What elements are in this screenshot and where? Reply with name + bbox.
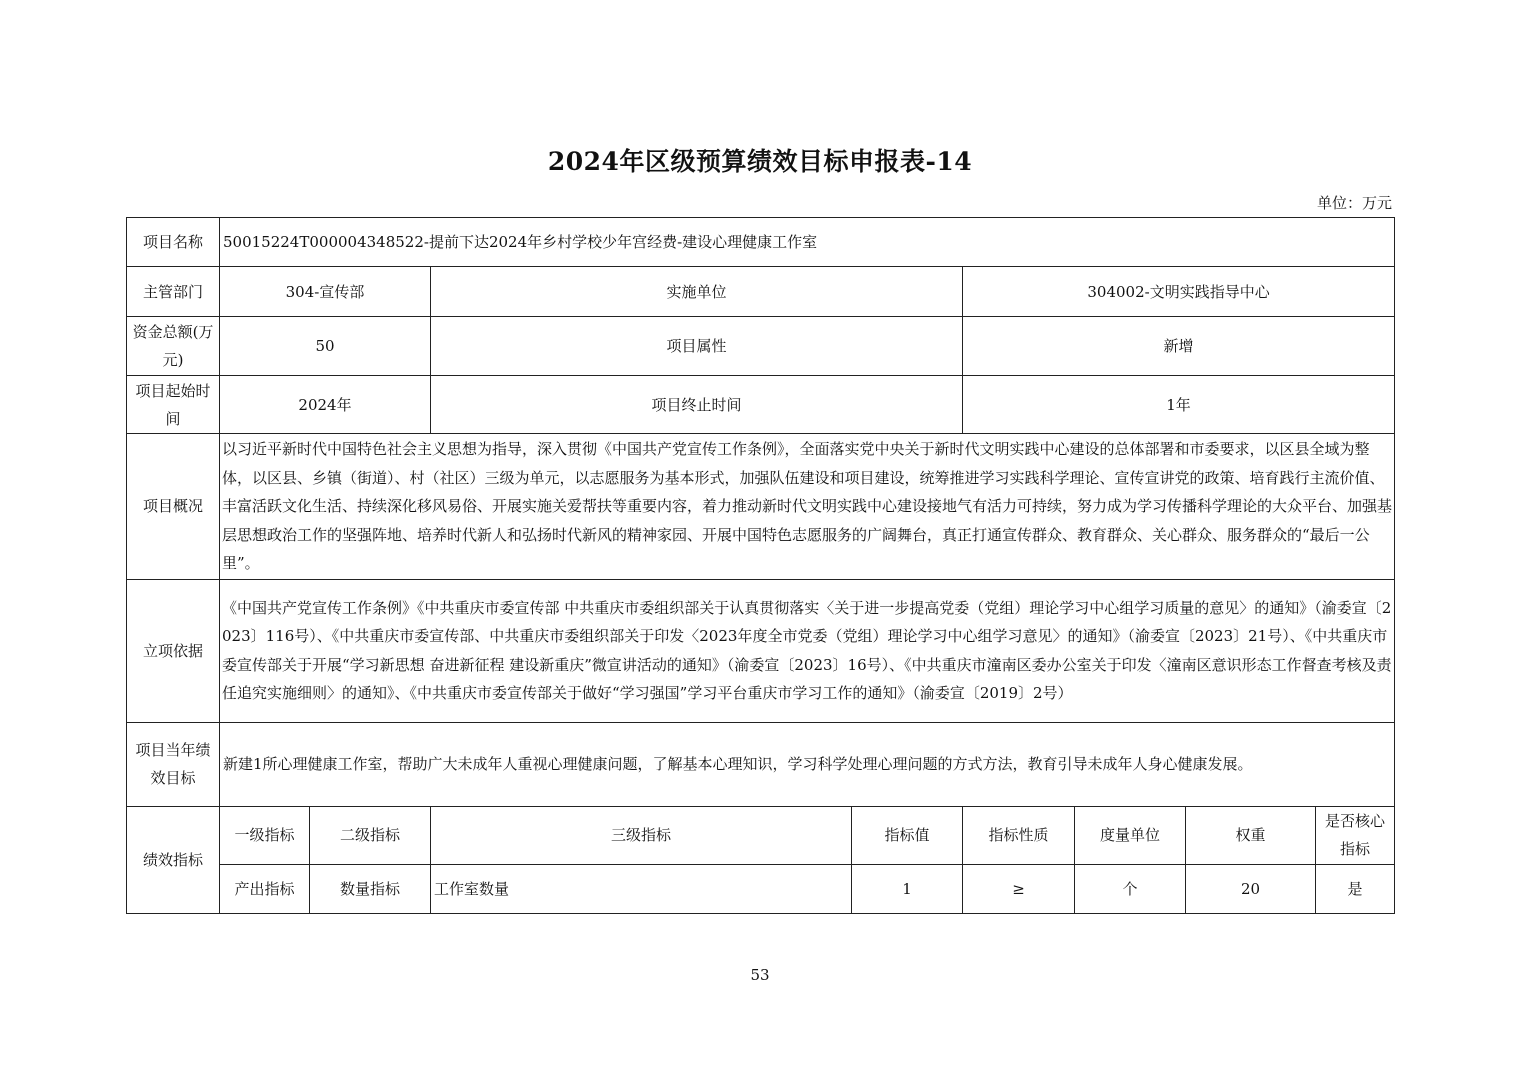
header-value: 指标值 (852, 806, 963, 864)
goal-label: 项目当年绩效目标 (127, 722, 220, 806)
page-number: 53 (750, 966, 770, 984)
perf-label: 绩效指标 (127, 806, 220, 913)
row-overview (127, 434, 1395, 580)
header-nature: 指标性质 (963, 806, 1075, 864)
fund-value: 50 (220, 317, 431, 376)
row-goal (127, 722, 1395, 806)
unit-label: 单位：万元 (1316, 194, 1392, 212)
impl-value: 304002-文明实践指导中心 (963, 267, 1395, 317)
indicator-weight: 20 (1186, 864, 1316, 913)
row-department (127, 267, 1395, 317)
start-label: 项目起始时间 (127, 376, 220, 434)
row-basis (127, 579, 1395, 722)
header-level2: 二级指标 (310, 806, 431, 864)
header-level3: 三级指标 (431, 806, 852, 864)
indicator-nature: ≥ (963, 864, 1075, 913)
project-name-value: 50015224T000004348522-提前下达2024年乡村学校少年宫经费-建设心理健康工作室 (220, 218, 1395, 267)
header-unit: 度量单位 (1075, 806, 1186, 864)
indicator-unit: 个 (1075, 864, 1186, 913)
table-row (127, 864, 1395, 913)
start-value: 2024年 (220, 376, 431, 434)
indicator-level1: 产出指标 (220, 864, 310, 913)
dept-label: 主管部门 (127, 267, 220, 317)
project-name-label: 项目名称 (127, 218, 220, 267)
header-level1: 一级指标 (220, 806, 310, 864)
end-label: 项目终止时间 (431, 376, 963, 434)
header-core: 是否核心指标 (1316, 806, 1395, 864)
row-project-name (127, 218, 1395, 267)
overview-value: 以习近平新时代中国特色社会主义思想为指导，深入贯彻《中国共产党宣传工作条例》，全面落实党中央关于新时代文明实践中心建设的总体部署和市委要求，以区县全域为整体，以区县、乡镇（街道）、村（社区）三级为单元，以志愿服务为基本形式，加强队伍建设和项目建设，统筹推进学习实践科学理论、宣传宣讲党的政策、培育践行主流价值、丰富活跃文化生活、持续深化移风易俗、开展实施关爱帮扶等重要内容，着力推动新时代文明实践中心建设接地气有活力可持续，努力成为学习传播科学理论的大众平台、加强基层思想政治工作的坚强阵地、培养时代新人和弘扬时代新风的精神家园、开展中国特色志愿服务的广阔舞台，真正打通宣传群众、教育群众、关心群众、服务群众的“最后一公里”。 (220, 434, 1395, 580)
end-value: 1年 (963, 376, 1395, 434)
row-time (127, 376, 1395, 434)
indicator-value: 1 (852, 864, 963, 913)
header-weight: 权重 (1186, 806, 1316, 864)
attr-value: 新增 (963, 317, 1395, 376)
indicator-core: 是 (1316, 864, 1395, 913)
indicator-level3: 工作室数量 (431, 864, 852, 913)
budget-table (126, 217, 1395, 914)
basis-value: 《中国共产党宣传工作条例》《中共重庆市委宣传部 中共重庆市委组织部关于认真贯彻落实〈关于进一步提高党委（党组）理论学习中心组学习质量的意见〉的通知》（渝委宣〔2023〕116号）、《中共重庆市委宣传部、中共重庆市委组织部关于印发〈2023年度全市党委（党组）理论学习中心组学习意见〉的通知》（渝委宣〔2023〕21号）、《中共重庆市委宣传部关于开展“学习新思想 奋进新征程 建设新重庆”微宣讲活动的通知》（渝委宣〔2023〕16号）、《中共重庆市潼南区委办公室关于印发〈潼南区意识形态工作督查考核及责任追究实施细则〉的通知》、《中共重庆市委宣传部关于做好“学习强国”学习平台重庆市学习工作的通知》（渝委宣〔2019〕2号） (220, 579, 1395, 722)
row-indicator-header (127, 806, 1395, 864)
basis-label: 立项依据 (127, 579, 220, 722)
attr-label: 项目属性 (431, 317, 963, 376)
goal-value: 新建1所心理健康工作室，帮助广大未成年人重视心理健康问题，了解基本心理知识，学习科学处理心理问题的方式方法，教育引导未成年人身心健康发展。 (220, 722, 1395, 806)
overview-label: 项目概况 (127, 434, 220, 580)
fund-label: 资金总额(万元) (127, 317, 220, 376)
impl-label: 实施单位 (431, 267, 963, 317)
page-title: 2024年区级预算绩效目标申报表-14 (547, 147, 973, 176)
dept-value: 304-宣传部 (220, 267, 431, 317)
row-fund (127, 317, 1395, 376)
indicator-level2: 数量指标 (310, 864, 431, 913)
